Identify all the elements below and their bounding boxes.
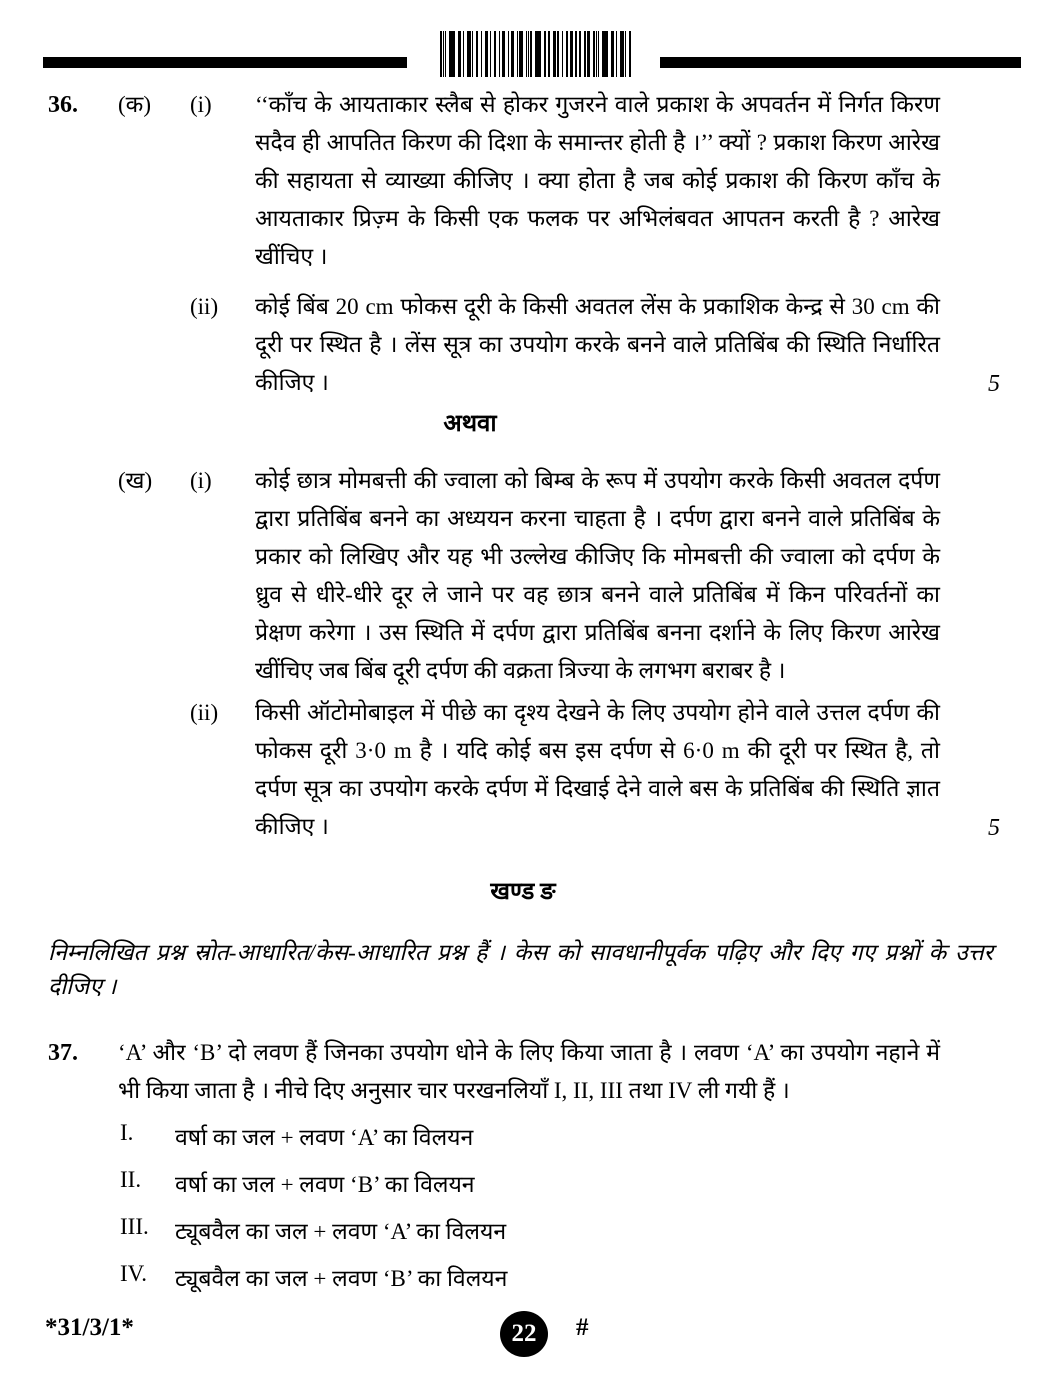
list-item bbox=[0, 1112, 1046, 1159]
section-heading: खण्ड ङ bbox=[490, 879, 556, 905]
part-label: (क) bbox=[118, 92, 151, 117]
question-37 bbox=[0, 1034, 1046, 1110]
list-item-numeral: IV. bbox=[120, 1261, 148, 1286]
test-tube-list bbox=[0, 1112, 1046, 1300]
question-36-part-a-i bbox=[0, 86, 1046, 276]
question-number: 36. bbox=[48, 92, 78, 118]
header-rule-left bbox=[43, 57, 407, 68]
question-text: कोई बिंब 20 cm फोकस दूरी के किसी अवतल लेंस के प्रकाशिक केन्द्र से 30 cm की दूरी पर स्थित है । लेंस सूत्र का उपयोग करके बनने वाले प्रतिबिंब की स्थिति निर्धारित कीजिए । bbox=[255, 294, 940, 395]
list-item bbox=[0, 1206, 1046, 1253]
question-number: 37. bbox=[48, 1040, 78, 1066]
marks-value: 5 bbox=[988, 815, 1000, 841]
list-item-text: वर्षा का जल + लवण ‘A’ का विलयन bbox=[175, 1125, 474, 1150]
question-36-part-a-ii bbox=[0, 288, 1046, 402]
list-item-numeral: III. bbox=[120, 1214, 149, 1239]
list-item-numeral: II. bbox=[120, 1167, 142, 1192]
subpart-label: (i) bbox=[190, 92, 212, 117]
barcode bbox=[440, 31, 631, 77]
header-rule-right bbox=[660, 57, 1021, 68]
list-item-text: ट्यूबवैल का जल + लवण ‘A’ का विलयन bbox=[175, 1219, 507, 1244]
marks-value: 5 bbox=[988, 371, 1000, 397]
question-text: कोई छात्र मोमबत्ती की ज्वाला को बिम्ब के रूप में उपयोग करके किसी अवतल दर्पण द्वारा प्रतिबिंब बनने का अध्ययन करना चाहता है । दर्पण द्वारा बनने वाले प्रतिबिंब के प्रकार को लिखिए और यह भी उल्लेख कीजिए कि मोमबत्ती की ज्वाला को दर्पण के ध्रुव से धीरे-धीरे दूर ले जाने पर वह छात्र बनने वाले प्रतिबिंब में किन परिवर्तनों का प्रेक्षण करेगा । उस स्थिति में दर्पण द्वारा प्रतिबिंब बनना दर्शाने के लिए किरण आरेख खींचिए जब बिंब दूरी दर्पण की वक्रता त्रिज्या के लगभग बराबर है । bbox=[255, 468, 940, 683]
page-number-badge: 22 bbox=[500, 1311, 548, 1357]
list-item-text: वर्षा का जल + लवण ‘B’ का विलयन bbox=[175, 1172, 475, 1197]
hash-mark: # bbox=[576, 1314, 589, 1341]
question-36-part-b-ii bbox=[0, 694, 1046, 846]
subpart-label: (ii) bbox=[190, 700, 219, 725]
paper-code: *31/3/1* bbox=[45, 1314, 134, 1341]
list-item-text: ट्यूबवैल का जल + लवण ‘B’ का विलयन bbox=[175, 1266, 508, 1291]
list-item bbox=[0, 1253, 1046, 1300]
subpart-label: (ii) bbox=[190, 294, 219, 319]
question-text: ‘A’ और ‘B’ दो लवण हैं जिनका उपयोग धोने के लिए किया जाता है । लवण ‘A’ का उपयोग नहाने में भी किया जाता है । नीचे दिए अनुसार चार परखनलियाँ I, II, III तथा IV ली गयी हैं । bbox=[118, 1040, 940, 1103]
question-36-part-b-i bbox=[0, 462, 1046, 690]
question-text: किसी ऑटोमोबाइल में पीछे का दृश्य देखने के लिए उपयोग होने वाले उत्तल दर्पण की फोकस दूरी 3·0 m है । यदि कोई बस इस दर्पण से 6·0 m की दूरी पर स्थित है, तो दर्पण सूत्र का उपयोग करके दर्पण में दिखाई देने वाले बस के प्रतिबिंब की स्थिति ज्ञात कीजिए । bbox=[255, 700, 940, 839]
subpart-label: (i) bbox=[190, 468, 212, 493]
question-text: ‘‘काँच के आयताकार स्लैब से होकर गुजरने वाले प्रकाश के अपवर्तन में निर्गत किरण सदैव ही आपतित किरण की दिशा के समान्तर होती है ।’’ क्यों ? प्रकाश किरण आरेख की सहायता से व्याख्या कीजिए । क्या होता है जब कोई प्रकाश की किरण काँच के आयताकार प्रिज़्म के किसी एक फलक पर अभिलंबवत आपतन करती है ? आरेख खींचिए । bbox=[255, 92, 940, 269]
list-item-numeral: I. bbox=[120, 1120, 134, 1145]
or-separator: अथवा bbox=[443, 411, 497, 437]
part-label: (ख) bbox=[118, 468, 153, 493]
section-instruction: निम्नलिखित प्रश्न स्रोत-आधारित/केस-आधारित प्रश्न हैं । केस को सावधानीपूर्वक पढ़िए और दिए गए प्रश्नों के उत्तर दीजिए । bbox=[48, 940, 993, 999]
list-item bbox=[0, 1159, 1046, 1206]
